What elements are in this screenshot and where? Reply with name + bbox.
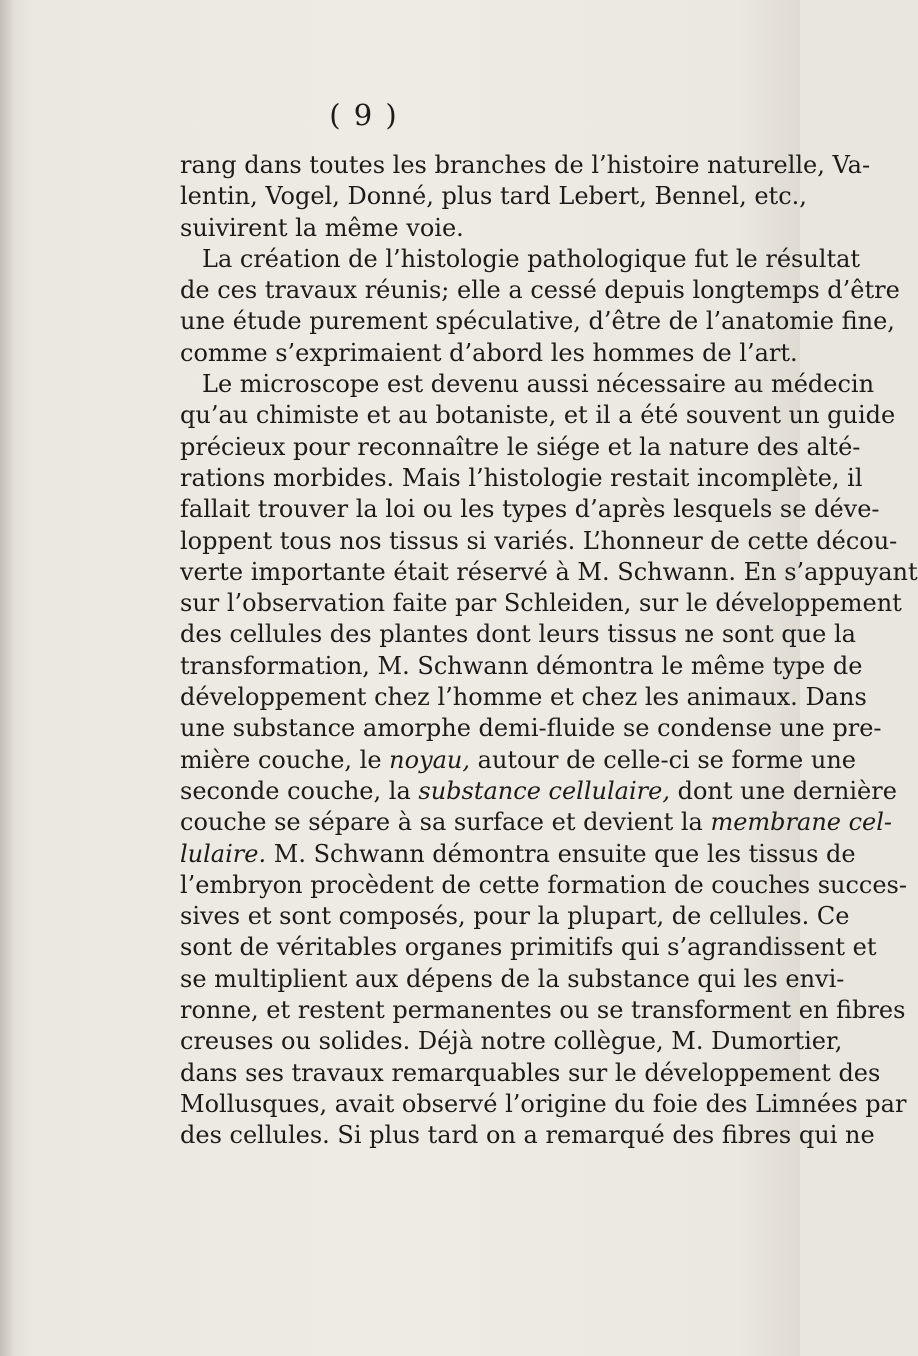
text-line: transformation, M. Schwann démontra le même type de — [180, 651, 863, 680]
text-line: sur l’observation faite par Schleiden, sur le développement — [180, 589, 902, 618]
text-line: de ces travaux réunis; elle a cessé depuis longtemps d’être — [180, 276, 900, 305]
text-line: des cellules des plantes dont leurs tissus ne sont que la — [180, 620, 856, 649]
text-line: lentin, Vogel, Donné, plus tard Lebert, Bennel, etc., — [180, 182, 807, 211]
text-line: Le microscope est devenu aussi nécessaire au médecin — [202, 370, 875, 399]
text-line: lulaire. M. Schwann démontra ensuite que les tissus de — [180, 839, 856, 868]
text-line: des cellules. Si plus tard on a remarqué des fibres qui ne — [180, 1121, 875, 1150]
page-number: ( 9 ) — [329, 98, 399, 132]
text-line: mière couche, le noyau, autour de celle-ci se forme une — [180, 745, 856, 774]
text-line: sives et sont composés, pour la plupart, de cellules. Ce — [180, 902, 850, 931]
text-line: Mollusques, avait observé l’origine du foie des Limnées par — [180, 1089, 907, 1118]
text-line: verte importante était réservé à M. Schwann. En s’appuyant — [180, 557, 918, 586]
text-line: creuses ou solides. Déjà notre collègue, M. Dumortier, — [180, 1027, 843, 1056]
text-line: rations morbides. Mais l’histologie restait incomplète, il — [180, 463, 863, 492]
italic-term: substance cellulaire, — [418, 776, 670, 805]
text-line: sont de véritables organes primitifs qui s’agrandissent et — [180, 933, 877, 962]
text-line: développement chez l’homme et chez les animaux. Dans — [180, 683, 867, 712]
text-line: se multiplient aux dépens de la substance qui les envi- — [180, 964, 845, 993]
text-line: précieux pour reconnaître le siége et la nature des alté- — [180, 432, 861, 461]
text-line: suivirent la même voie. — [180, 213, 464, 242]
text-line: l’embryon procèdent de cette formation de couches succes- — [180, 870, 907, 899]
text-line: dans ses travaux remarquables sur le développement des — [180, 1058, 881, 1087]
text-line: qu’au chimiste et au botaniste, et il a été souvent un guide — [180, 401, 896, 430]
italic-term: membrane cel- — [710, 808, 893, 837]
text-line: une étude purement spéculative, d’être de l’anatomie fine, — [180, 307, 895, 336]
text-line: loppent tous nos tissus si variés. L’honneur de cette décou- — [180, 526, 898, 555]
text-line: seconde couche, la substance cellulaire, dont une dernière — [180, 776, 897, 805]
italic-term: noyau, — [389, 745, 471, 774]
text-line: rang dans toutes les branches de l’histoire naturelle, Va- — [180, 151, 871, 179]
text-line: une substance amorphe demi-fluide se condense une pre- — [180, 714, 882, 743]
body-text — [180, 150, 918, 1152]
page-gutter-shadow — [0, 0, 14, 1356]
text-line: comme s’exprimaient d’abord les hommes de l’art. — [180, 338, 798, 367]
text-line: couche se sépare à sa surface et devient la membrane cel- — [180, 808, 893, 837]
text-line: fallait trouver la loi ou les types d’après lesquels se déve- — [180, 495, 880, 524]
text-line: La création de l’histologie pathologique fut le résultat — [202, 244, 861, 273]
text-line: ronne, et restent permanentes ou se transforment en fibres — [180, 996, 906, 1025]
italic-term: lulaire. — [180, 839, 267, 868]
